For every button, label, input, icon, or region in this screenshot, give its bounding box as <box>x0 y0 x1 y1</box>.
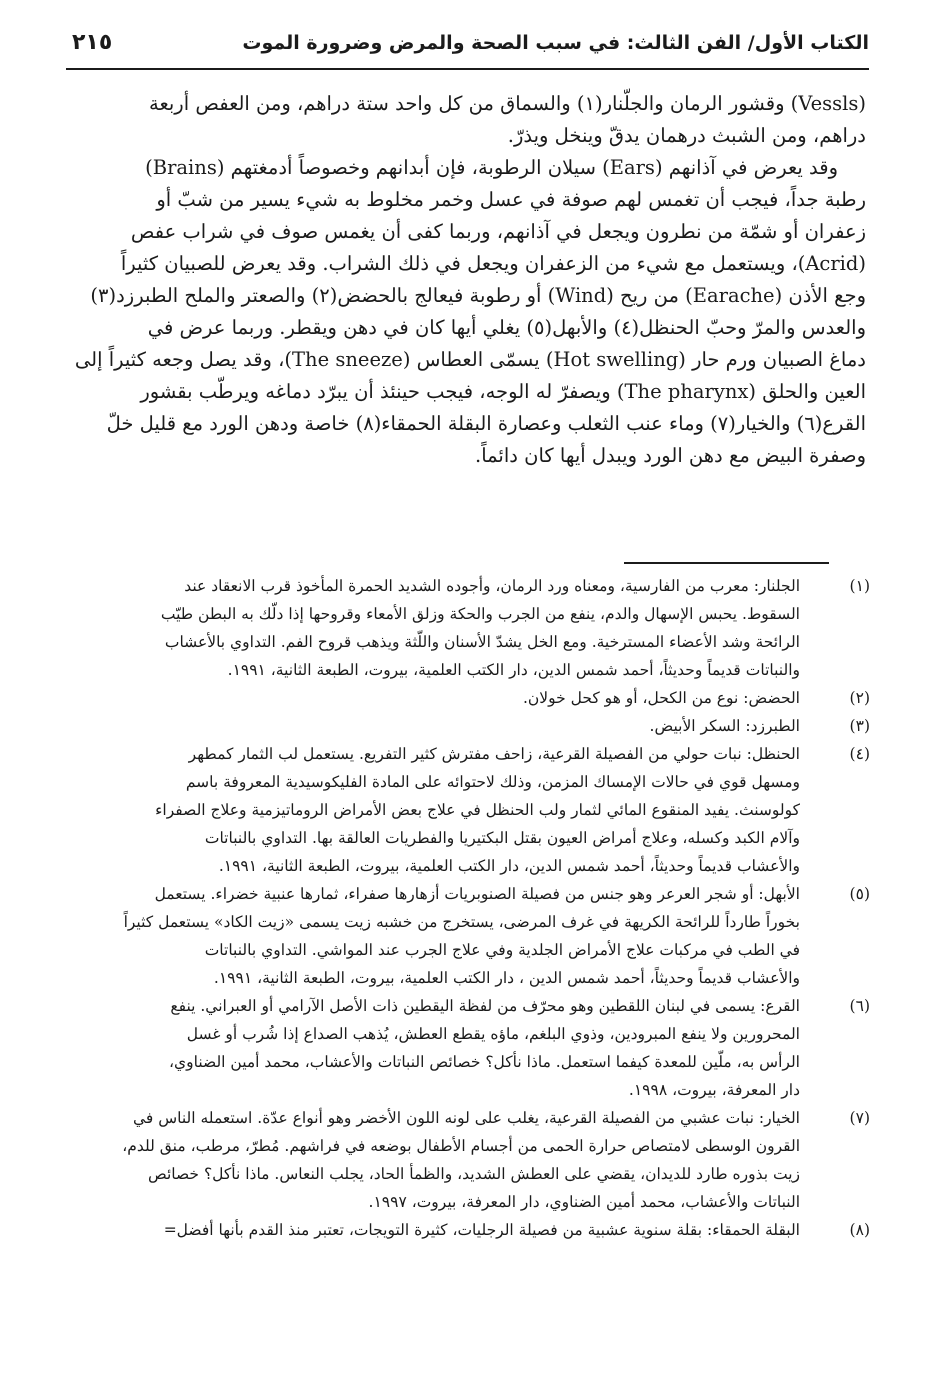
text-line: والعدس والمرّ وحبّ الحنظل(٤) والأبهل(٥) يغلي أيها كان في دهن ويقطر. وربما عرض في <box>147 316 866 339</box>
footnote-line: بخوراً طارداً للرائحة الكريهة في غرف المرضى، يستخرج من خشبه زيت يسمى «زيت الكاد» يستعمل كثيراً <box>123 913 800 931</box>
text-line: زعفران أو شمّة من نطرون ويجعل في آذانهم، وربما كفى أن يغمس صوف في شراب عفص <box>130 220 866 243</box>
running-header <box>66 28 869 70</box>
footnote-divider <box>624 562 829 564</box>
footnote-line: القرع: يسمى في لبنان اللقطين وهو محرّف من لفظة اليقطين ذات الأصل الآرامي أو العبراني. ينفع <box>170 997 800 1015</box>
text-line: رطبة جداً، فيجب أن تغمس لهم صوفة في عسل وخمر مخلوط به شيء يسير من شبّ أو <box>156 188 866 211</box>
footnote-line: دار المعرفة، بيروت، ١٩٩٨. <box>628 1081 800 1099</box>
footnote-number: (٢) <box>849 689 870 707</box>
footnote <box>58 684 870 712</box>
text-line: (Vessls) وقشور الرمان والجلّنار(١) والسماق من كل واحد ستة دراهم، ومن العفص أربعة <box>149 92 866 115</box>
text-line: دماغ الصبيان ورم حار (Hot swelling) يسمّى العطاس (The sneeze)، وقد يصل وجعه كثيراً إلى <box>74 348 866 371</box>
text-line: وجع الأذن (Earache) من ريح (Wind) أو رطوبة فيعالج بالحضض(٢) والصعتر والملح الطبرزد(٣) <box>90 284 866 307</box>
footnote-line: زيت بذوره طارد للديدان، يقضي على العطش الشديد، والظمأ الحاد، يجلب النعاس. ماذا نأكل؟ خصائص <box>147 1165 800 1183</box>
footnote-line: السقوط. يحبس الإسهال والدم، ينفع من الجرب والحكة وزلق الأمعاء وقروحها إذا دلّك به البطن طيّب <box>160 605 800 623</box>
footnote-line: النباتات والأعشاب، محمد أمين الضناوي، دار المعرفة، بيروت، ١٩٩٧. <box>368 1193 800 1211</box>
footnote-line: الرائحة وشد الأعضاء المسترخية. ومع الخل يشدّ الأسنان واللّثة ويذهب قروح الفم. التداوي بالأعشاب <box>164 633 800 651</box>
footnote <box>58 992 870 1104</box>
chapter-title: الكتاب الأول/ الفن الثالث: في سبب الصحة والمرض وضرورة الموت <box>242 32 869 54</box>
footnote-line: والنباتات قديماً وحديثاً، أحمد شمس الدين، دار الكتب العلمية، بيروت، الطبعة الثانية، ١٩٩١. <box>227 661 800 679</box>
footnote-line: في الطب في مركبات علاج الأمراض الجلدية وفي علاج الجرب عند المواشي. التداوي بالنباتات <box>204 941 800 959</box>
footnote-number: (٧) <box>849 1109 870 1127</box>
footnote-line: المحرورين ولا ينفع المبرودين، وذوي البلغم، ماؤه يقطع العطش، يُذهب الصداع إذا شُرب أو غسل <box>186 1025 800 1043</box>
footnote-number: (٨) <box>849 1221 870 1239</box>
footnote <box>58 740 870 880</box>
main-text <box>66 88 866 472</box>
footnote <box>58 712 870 740</box>
text-line: القرع(٦) والخيار(٧) وماء عنب الثعلب وعصارة البقلة الحمقاء(٨) خاصة ودهن الورد مع قليل خلّ <box>106 412 866 435</box>
text-line: وقد يعرض في آذانهم (Ears) سيلان الرطوبة، فإن أبدانهم وخصوصاً أدمغتهم (Brains) <box>145 156 838 179</box>
footnote-line: الخيار: نبات عشبي من الفصيلة القرعية، يغلب على لونه اللون الأخضر وهو أنواع عدّة. استعمله الناس في <box>132 1109 800 1127</box>
footnote-number: (٤) <box>849 745 870 763</box>
footnote-number: (٦) <box>849 997 870 1015</box>
text-line: العين والحلق (The pharynx) ويصفرّ له الوجه، فيجب حينئذ أن يبرّد دماغه ويرطّب بقشور <box>140 380 866 403</box>
footnote <box>58 880 870 992</box>
footnote-line: الحنظل: نبات حولي من الفصيلة القرعية، زاحف مفترش كثير التفريع. يستعمل لب الثمار كمطهر <box>188 745 800 763</box>
text-line: دراهم، ومن الشبث درهمان يدقّ وينخل ويذرّ. <box>507 124 866 147</box>
text-line: (Acrid)، ويستعمل مع شيء من الزعفران ويجعل في ذلك الشراب. وقد يعرض للصبيان كثيراً <box>120 252 866 275</box>
footnote-line: وآلام الكبد وكسله، وعلاج أمراض العيون بقتل البكتيريا والفطريات العالقة بها. التداوي بالنباتات <box>204 829 800 847</box>
footnote <box>58 572 870 684</box>
text-line: وصفرة البيض مع دهن الورد ويبدل أيها كان دائماً. <box>475 444 866 467</box>
footnote-line: ومسهل قوي في حالات الإمساك المزمن، وذلك لاحتوائه على المادة الفليكوسيدية المعروفة باسم <box>185 773 800 791</box>
footnote <box>58 1104 870 1216</box>
footnote-number: (١) <box>849 577 870 595</box>
footnote-line: الأبهل: أو شجر العرعر وهو جنس من فصيلة الصنوبريات أزهارها صفراء، ثمارها عنبية خضراء. يستعمل <box>154 885 800 903</box>
footnote-line: الحضض: نوع من الكحل، أو هو كحل خولان. <box>522 689 800 707</box>
footnote-line: كولوسنث. يفيد المنقوع المائي لثمار ولب الحنظل في علاج بعض الأمراض الروماتيزمية وعلاج الصفراء <box>155 801 800 819</box>
footnote-number: (٣) <box>849 717 870 735</box>
footnote-line: والأعشاب قديماً وحديثاً، أحمد شمس الدين، دار الكتب العلمية، بيروت، الطبعة الثانية، ١٩٩١. <box>218 857 800 875</box>
footnote <box>58 1216 870 1244</box>
footnote-line: الجلنار: معرب من الفارسية، ومعناه ورد الرمان، وأجوده الشديد الحمرة المأخوذ قرب الانعقاد عند <box>184 577 800 595</box>
footnote-line: والأعشاب قديماً وحديثاً، أحمد شمس الدين ، دار الكتب العلمية، بيروت، الطبعة الثانية، ١٩٩١. <box>213 969 800 987</box>
footnote-line: الرأس به، ملّين للمعدة كيفما استعمل. ماذا نأكل؟ خصائص النباتات والأعشاب، محمد أمين الضناوي، <box>168 1053 800 1071</box>
footnote-number: (٥) <box>849 885 870 903</box>
footnote-line: البقلة الحمقاء: بقلة سنوية عشبية من فصيلة الرجليات، كثيرة التويجات، تعتبر منذ القدم بأنها أفضل= <box>163 1221 800 1239</box>
footnotes <box>58 572 870 1244</box>
page-number: ٢١٥ <box>72 30 113 55</box>
footnote-line: الطبرزد: السكر الأبيض. <box>649 717 800 735</box>
footnote-line: القرون الوسطى لامتصاص حرارة الحمى من أجسام الأطفال بوضعه في فراشهم. مُطرّ، مرطب، منق للدم، <box>122 1137 800 1155</box>
